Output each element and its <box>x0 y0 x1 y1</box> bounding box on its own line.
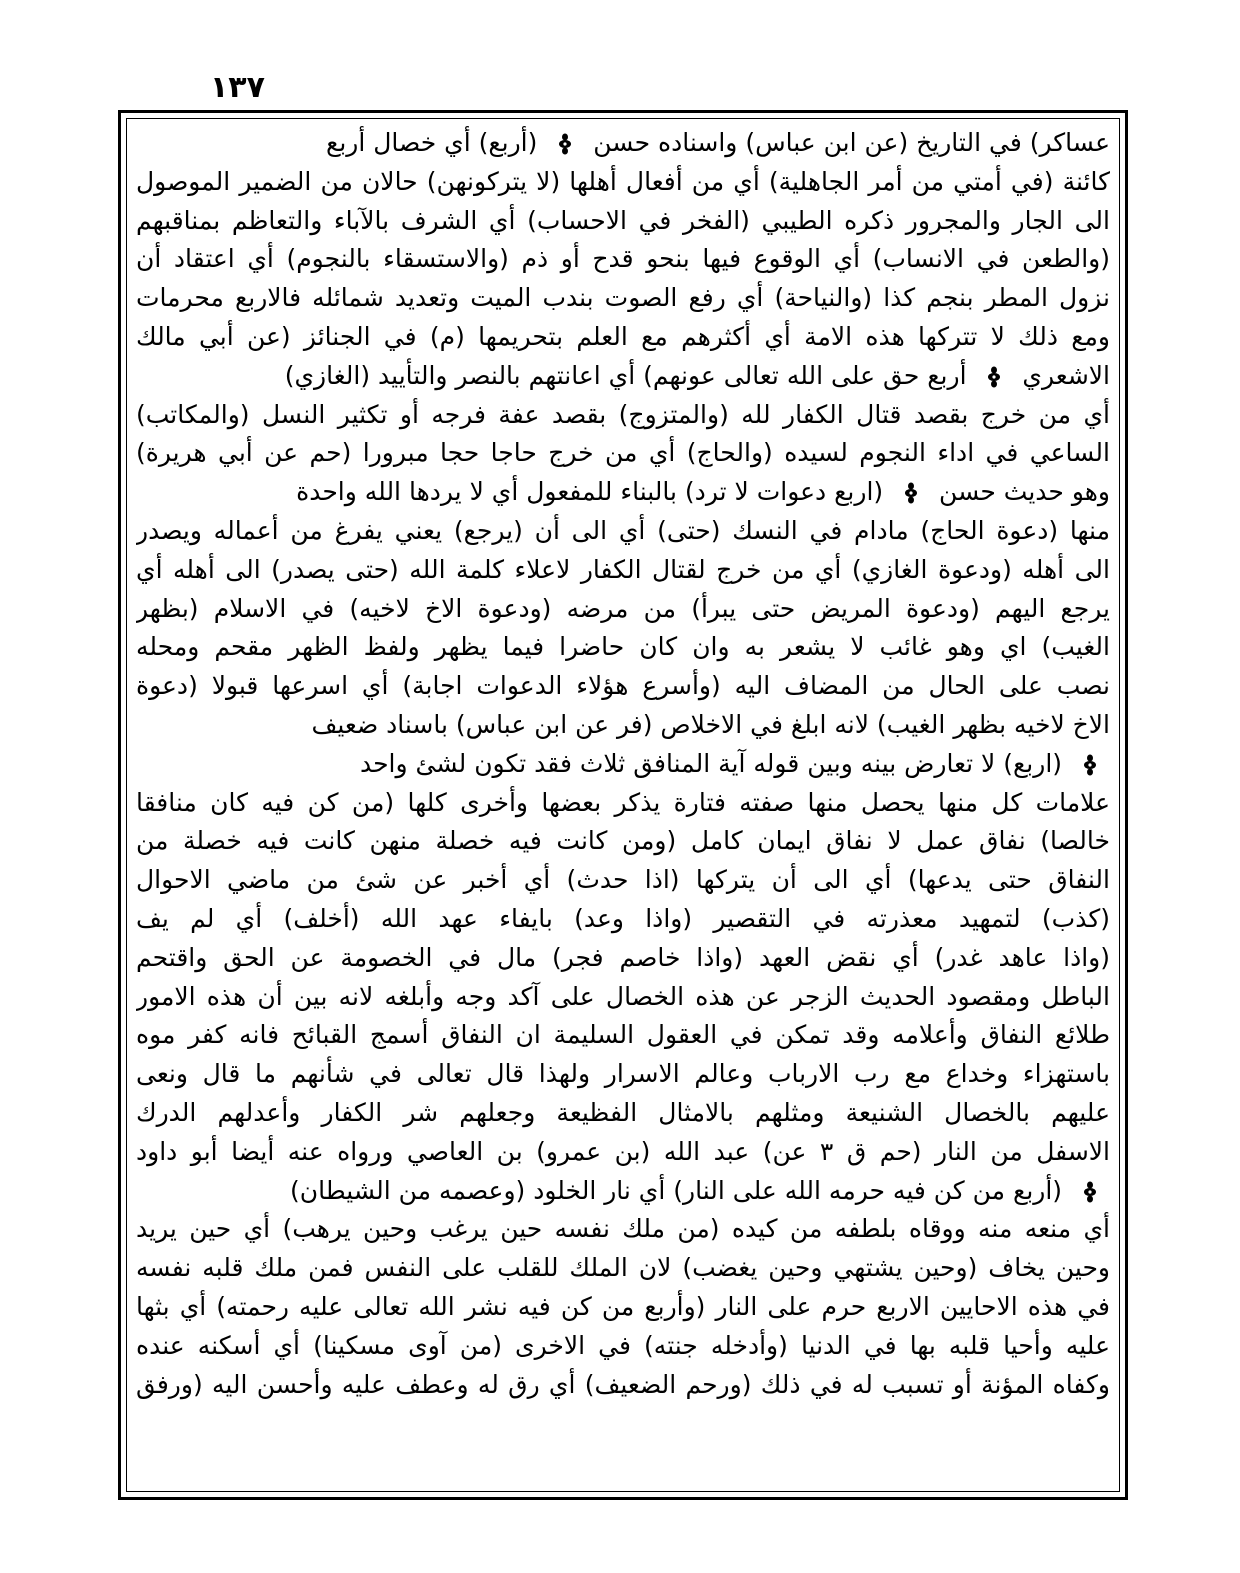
text-segment: باستهزاء وخداع مع رب الارباب وعالم الاسرار ولهذا قال تعالى في شأنهم ما قال ونعى <box>136 1059 1110 1089</box>
text-segment: نزول المطر بنجم كذا (والنياحة) أي رفع الصوت بندب الميت وتعديد شمائله فالاربع محرمات <box>136 283 1110 313</box>
text-segment: منها (دعوة الحاج) مادام في النسك (حتى) أي الى أن (يرجع) يعني يفرغ من أعماله ويصدر <box>136 515 1110 545</box>
text-line <box>136 1249 1110 1288</box>
text-line <box>136 978 1110 1017</box>
text-segment: (كذب) لتمهيد معذرته في التقصير (واذا وعد) بايفاء عهد الله (أخلف) أي لم يف <box>136 903 1110 933</box>
text-line <box>136 279 1110 318</box>
text-line <box>136 590 1110 629</box>
text-segment: وهو حديث حسن <box>931 477 1110 507</box>
text-line <box>136 240 1110 279</box>
text-line <box>136 396 1110 435</box>
flower-ornament-icon <box>557 133 573 155</box>
text-line <box>136 628 1110 667</box>
text-segment: الى الجار والمجرور ذكره الطيبي (الفخر في الاحساب) أي الشرف بالآباء والتعاظم بمناقبهم <box>136 205 1110 235</box>
text-segment: أي منعه منه ووقاه بلطفه من كيده (من ملك نفسه حين يرغب وحين يرهب) أي حين يريد <box>136 1214 1110 1244</box>
text-segment: خالصا) نفاق عمل لا نفاق ايمان كامل (ومن كانت فيه خصلة منهن كانت فيه خصلة من <box>136 826 1110 856</box>
text-segment: (اربع دعوات لا ترد) بالبناء للمفعول أي لا يردها الله واحدة <box>296 477 892 507</box>
text-line <box>136 900 1110 939</box>
text-line <box>136 1327 1110 1366</box>
text-segment: وحين يخاف (وحين يشتهي وحين يغضب) لان الملك للقلب على النفس فمن ملك قلبه نفسه <box>136 1253 1110 1283</box>
text-segment: عليهم بالخصال الشنيعة ومثلهم بالامثال الفظيعة وجعلهم شر الكفار وأعدلهم الدرك <box>136 1097 1110 1127</box>
text-segment: (اربع) لا تعارض بينه وبين قوله آية المنافق ثلاث فقد تكون لشئ واحد <box>359 748 1070 778</box>
text-segment: الباطل ومقصود الحديث الزجر عن هذه الخصال على آكد وجه وأبلغه لانه بين أن هذه الامور <box>136 981 1110 1011</box>
text-segment: (أربع من كن فيه حرمه الله على النار) أي نار الخلود (وعصمه من الشيطان) <box>290 1175 1070 1205</box>
text-line <box>136 822 1110 861</box>
text-segment: طلائع النفاق وأعلامه وقد تمكن في العقول السليمة ان النفاق أسمج القبائح فانه كفر موه <box>136 1020 1110 1050</box>
text-segment: (أربع) أي خصال أربع <box>326 128 546 157</box>
text-segment: عساكر) في التاريخ (عن ابن عباس) واسناده حسن <box>585 128 1110 157</box>
text-line <box>136 1366 1110 1405</box>
text-line <box>136 1094 1110 1133</box>
text-line <box>136 357 1110 396</box>
text-line <box>136 1133 1110 1172</box>
text-line <box>136 163 1110 202</box>
text-block <box>136 124 1110 1484</box>
flower-ornament-icon <box>903 482 919 504</box>
text-segment: أي من خرج بقصد قتال الكفار لله (والمتزوج) بقصد عفة فرجه أو تكثير النسل (والمكاتب) <box>136 399 1110 429</box>
text-segment: وكفاه المؤنة أو تسبب له في ذلك (ورحم الضعيف) أي رق له وعطف عليه وأحسن اليه (ورفق <box>136 1369 1110 1399</box>
text-segment: نصب على الحال من المضاف اليه (وأسرع هؤلاء الدعوات اجابة) أي اسرعها قبولا (دعوة <box>136 671 1110 701</box>
text-segment: ومع ذلك لا تتركها هذه الامة أي أكثرهم مع العلم بتحريمها (م) في الجنائز (عن أبي مالك <box>136 321 1110 351</box>
text-segment: الاشعري <box>1014 360 1110 390</box>
text-line <box>136 1210 1110 1249</box>
text-line <box>136 939 1110 978</box>
text-segment: عليه وأحيا قلبه بها في الدنيا (وأدخله جنته) في الاخرى (من آوى مسكينا) أي أسكنه عنده <box>136 1330 1110 1360</box>
text-line <box>136 784 1110 823</box>
text-line <box>136 706 1110 745</box>
text-line <box>136 1172 1110 1211</box>
text-line <box>136 434 1110 473</box>
text-segment: يرجع اليهم (ودعوة المريض حتى يبرأ) من مرضه (ودعوة الاخ لاخيه) في الاسلام (بظهر <box>136 593 1110 623</box>
text-segment: الاسفل من النار (حم ق ٣ عن) عبد الله (بن عمرو) بن العاصي ورواه عنه أيضا أبو داود <box>136 1136 1110 1166</box>
text-segment: أربع حق على الله تعالى عونهم) أي اعانتهم بالنصر والتأييد (الغازي) <box>284 360 975 390</box>
text-segment: (والطعن في الانساب) أي الوقوع فيها بنحو قدح أو ذم (والاستسقاء بالنجوم) أي اعتقاد أن <box>136 244 1110 274</box>
text-line <box>136 745 1110 784</box>
text-line <box>136 667 1110 706</box>
text-segment: الاخ لاخيه بظهر الغيب) لانه ابلغ في الاخلاص (فر عن ابن عباس) باسناد ضعيف <box>311 709 1110 739</box>
text-line <box>136 124 1110 163</box>
page-number: ١٣٧ <box>210 70 265 105</box>
text-segment: الساعي في اداء النجوم لسيده (والحاج) أي من خرج حاجا حجا مبرورا (حم عن أبي هريرة) <box>136 438 1110 468</box>
text-segment: كائنة (في أمتي من أمر الجاهلية) أي من أفعال أهلها (لا يتركونهن) حالان من الضمير الموصول <box>136 166 1110 196</box>
text-segment: الى أهله (ودعوة الغازي) أي من خرج لقتال الكفار لاعلاء كلمة الله (حتى يصدر) الى أهله أي <box>136 554 1110 584</box>
text-line <box>136 1288 1110 1327</box>
text-line <box>136 1016 1110 1055</box>
text-line <box>136 318 1110 357</box>
text-segment: (واذا عاهد غدر) أي نقض العهد (واذا خاصم فجر) مال في الخصومة عن الحق واقتحم <box>136 942 1110 972</box>
text-segment: النفاق حتى يدعها) أي الى أن يتركها (اذا حدث) أي أخبر عن شئ من ماضي الاحوال <box>136 865 1110 895</box>
text-segment: علامات كل منها يحصل منها صفته فتارة يذكر بعضها وأخرى كلها (من كن فيه كان منافقا <box>136 787 1110 817</box>
text-line <box>136 512 1110 551</box>
text-line <box>136 861 1110 900</box>
flower-ornament-icon <box>1082 754 1098 776</box>
flower-ornament-icon <box>986 366 1002 388</box>
text-line <box>136 551 1110 590</box>
text-segment: الغيب) اي وهو غائب لا يشعر به وان كان حاضرا فيما يظهر ولفظ الظهر مقحم ومحله <box>136 632 1110 662</box>
text-line <box>136 1055 1110 1094</box>
text-segment: في هذه الاحايين الاربع حرم على النار (وأربع من كن فيه نشر الله تعالى عليه رحمته) أي بثها <box>136 1291 1110 1321</box>
flower-ornament-icon <box>1082 1181 1098 1203</box>
text-line <box>136 473 1110 512</box>
text-line <box>136 202 1110 241</box>
